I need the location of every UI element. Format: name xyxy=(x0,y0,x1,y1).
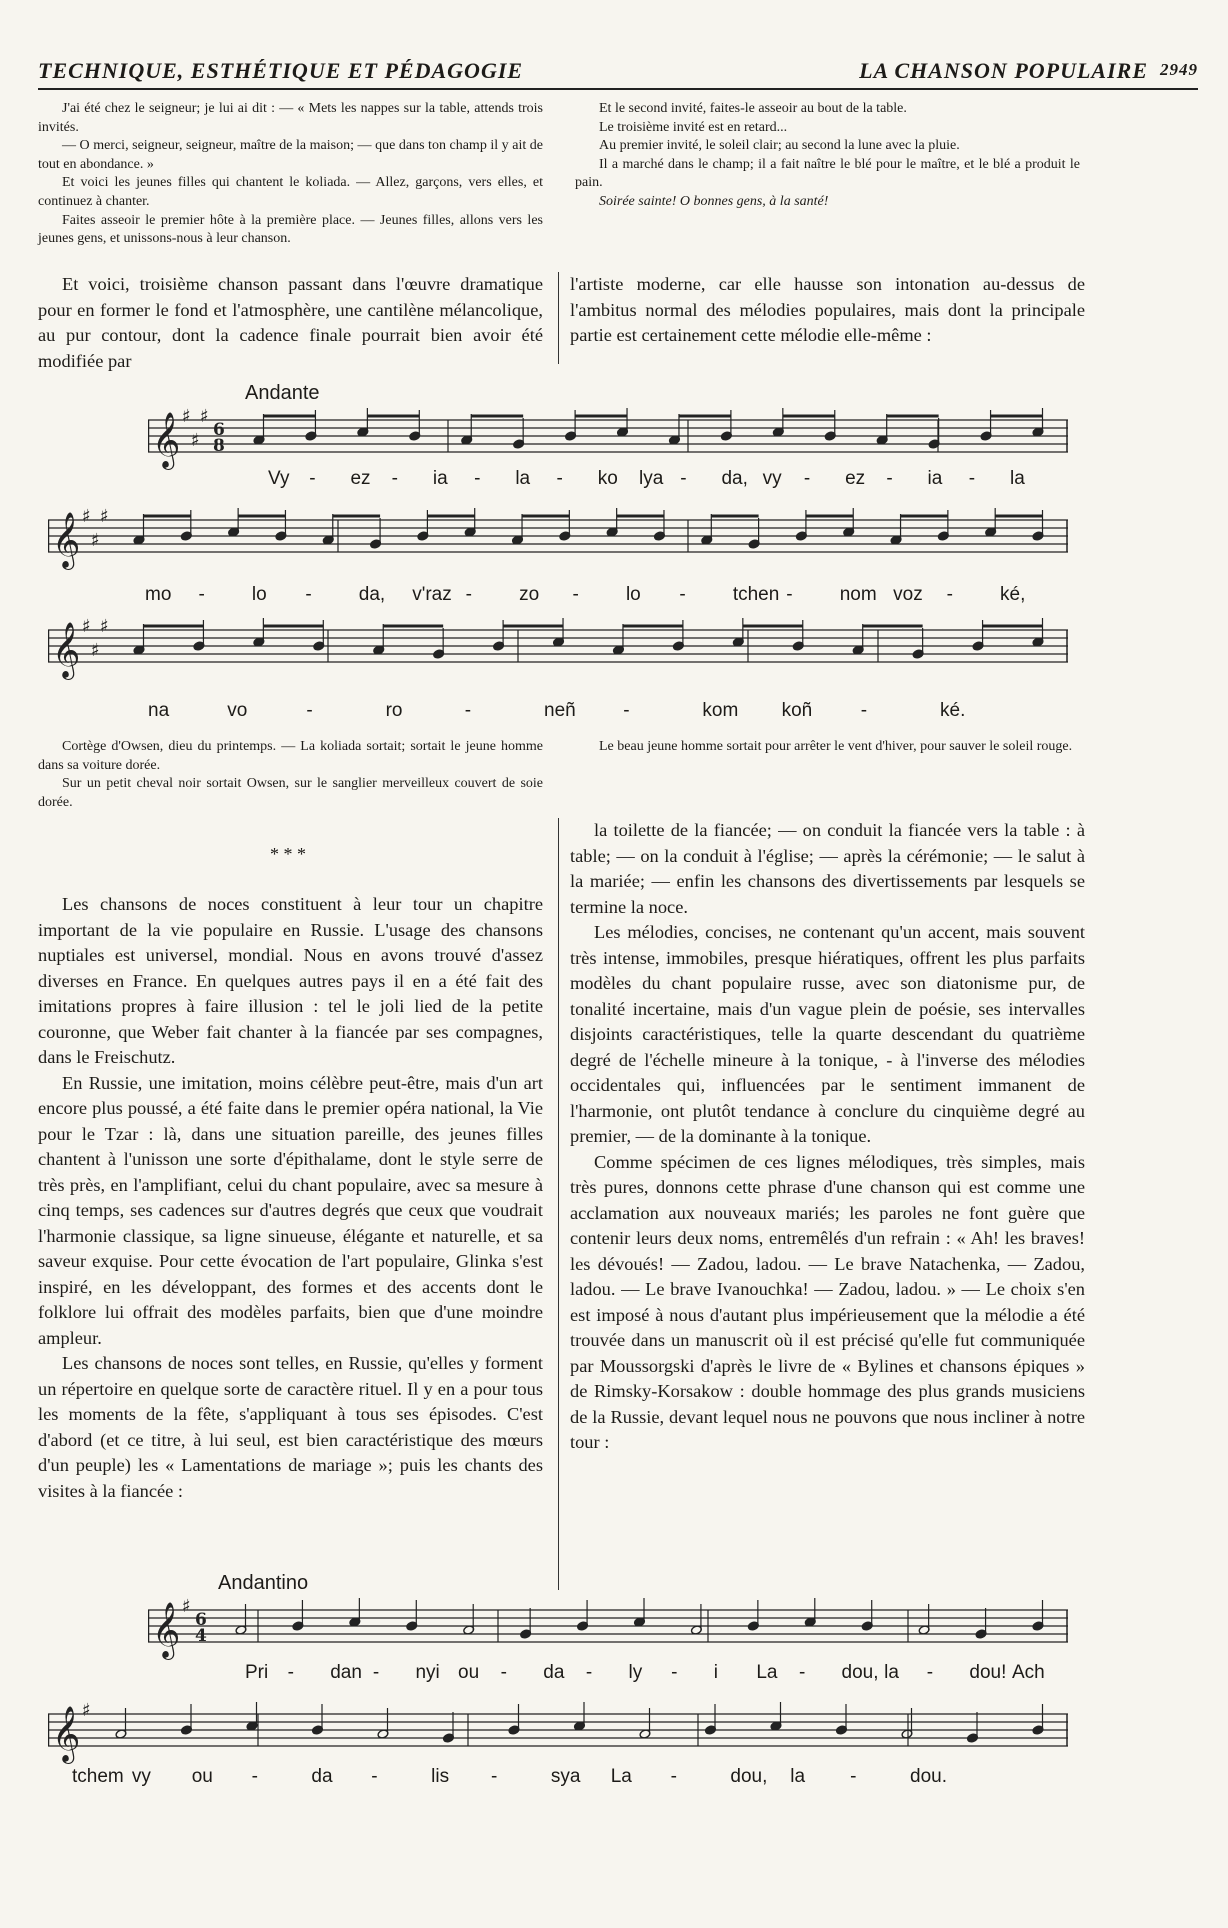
svg-text:𝄞: 𝄞 xyxy=(152,412,181,468)
lyric-syllable: nyi xyxy=(415,1662,440,1683)
lyric-syllable: - xyxy=(572,584,579,605)
lyric-syllable: na xyxy=(148,700,170,721)
body-left-paragraph-3: Les chansons de noces sont telles, en Russie, qu'elles y forment un répertoire en quelque sorte de caractère rituel. Il y en a pour tous les moments de la fête, s'appliquant à tous ses épisodes. C'est d'abord (et ce titre, à lui seul, est bien caractéristique des mœurs d'un peuple) les « Lamentations de mariage »; puis les chants des visites à la fiancée : xyxy=(38,1353,543,1501)
lyric-syllable: - xyxy=(946,584,953,605)
lyric-syllable: ou xyxy=(191,1766,213,1787)
lyric-syllable: - xyxy=(371,1766,378,1787)
lyric-syllable: koñ xyxy=(781,700,813,721)
body-column-divider xyxy=(558,818,559,1590)
lyric-syllable: - xyxy=(500,1662,507,1683)
lyric-syllable: - xyxy=(860,700,868,721)
lyric-syllable: - xyxy=(372,1662,380,1683)
svg-text:♯: ♯ xyxy=(82,508,91,527)
poem-left xyxy=(38,100,543,249)
music-staff-2b xyxy=(48,1702,1068,1772)
lyric-syllable: lis xyxy=(431,1766,450,1787)
svg-text:♯: ♯ xyxy=(100,618,109,637)
lyric-syllable: - xyxy=(786,584,793,605)
lyric-syllable: ez xyxy=(845,468,866,489)
lyric-syllable: sya xyxy=(550,1766,581,1787)
lyric-syllable: - xyxy=(464,700,472,721)
lyric-syllable: ia xyxy=(432,468,448,489)
poem-right xyxy=(575,100,1080,212)
lyric-syllable: - xyxy=(491,1766,498,1787)
svg-text:4: 4 xyxy=(195,1626,207,1646)
lyric-syllable: - xyxy=(198,584,205,605)
svg-text:♯: ♯ xyxy=(91,530,100,551)
lyric-syllable: tchem xyxy=(72,1766,124,1787)
poem-right-verse-1: Et le second invité, faites-le asseoir au bout de la table. xyxy=(599,101,907,116)
lyric-syllable: zo xyxy=(519,584,540,605)
music-staff-2a xyxy=(148,1598,1068,1668)
lyric-syllable: dou, xyxy=(841,1662,879,1683)
lyric-syllable: ro xyxy=(385,700,403,721)
lyric-syllable: i xyxy=(713,1662,718,1683)
svg-text:♯: ♯ xyxy=(182,408,191,427)
intro-left-text: Et voici, troisième chanson passant dans l'œuvre dramatique pour en former le fond et l'atmosphère, une cantilène mélancolique, au pur contour, dont la cadence finale pourrait bien avoir été modifiée par xyxy=(38,274,543,371)
lyric-syllable: vy xyxy=(762,468,782,489)
lyric-syllable: vy xyxy=(131,1766,151,1787)
tempo-marking-1: Andante xyxy=(245,382,320,404)
body-right-paragraph-1: la toilette de la fiancée; — on conduit la fiancée vers la table : à table; — on la conduit à l'église; — après la cérémonie; — le salut à la mariée; — enfin les chansons des divertissements par lesquels se termine la noce. xyxy=(570,820,1085,917)
svg-text:6: 6 xyxy=(213,420,225,440)
svg-text:𝄞: 𝄞 xyxy=(52,1706,81,1762)
lyric-syllable: - xyxy=(465,584,472,605)
lyric-syllable: lo xyxy=(251,584,267,605)
column-divider xyxy=(558,272,559,364)
music-staff-1b xyxy=(48,508,1068,578)
poem-left-verse-4: Faites asseoir le premier hôte à la première place. — Jeunes filles, allons vers les jeunes gens, et unissons-nous à leur chanson. xyxy=(38,212,543,247)
poem-right-verse-5: Soirée sainte! O bonnes gens, à la santé! xyxy=(599,193,829,209)
body-left-paragraph-1: Les chansons de noces constituent à leur tour un chapitre important de la vie populaire en Russie. L'usage des chansons nuptiales est universel, mondial. Nous en avons trouvé d'assez diverses en France. En quelques autres pays il en a été fait des imitations propres à faire illusion : tel le joli lied de la petite couronne, que Weber fait chanter à la fiancée par ses compagnes, dans le Freischutz. xyxy=(38,894,543,1067)
lyric-syllable: tchen xyxy=(732,584,780,605)
caption-left-line1: Cortège d'Owsen, dieu du printemps. — La koliada sortait; sortait le jeune homme dans sa voiture dorée. xyxy=(38,739,543,773)
tempo-marking-2: Andantino xyxy=(218,1572,309,1594)
lyric-syllable: La xyxy=(610,1766,632,1787)
body-right-paragraph-3: Comme spécimen de ces lignes mélodiques, très simples, mais très pures, donnons cette phrase d'une chanson qui est comme une acclamation aux nouveaux mariés; les paroles ne font guère que contenir leurs deux noms, entremêlés d'un refrain : « Ah! les braves! les dévoués! — Zadou, ladou. — Le brave Natachenka, — Zadou, ladou. — Le brave Ivanouchka! — Zadou, ladou. » — Le choix s'en est imposé à nous d'autant plus impérieusement que la mélodie a été trouvée dans un manuscrit où il est précisé qu'elle fut communiquée par Moussorgski d'après le livre de « Bylines et chansons épiques » de Rimsky-Korsakow : double hommage des plus grands musiciens de la Russie, devant lequel nous ne pouvons que nous incliner à notre tour : xyxy=(570,1151,1085,1452)
svg-text:♯: ♯ xyxy=(191,430,200,451)
lyric-syllable: - xyxy=(251,1766,258,1787)
svg-text:♯: ♯ xyxy=(100,508,109,527)
section-stars: * * * xyxy=(270,844,306,864)
intro-right xyxy=(570,272,1085,349)
lyric-syllable: da xyxy=(311,1766,333,1787)
lyric-syllable: la xyxy=(884,1662,899,1683)
lyric-syllable: vo xyxy=(227,700,248,721)
lyric-syllable: dan xyxy=(330,1662,362,1683)
lyric-syllable: la xyxy=(1010,468,1025,489)
lyric-syllable: - xyxy=(850,1766,857,1787)
svg-text:𝄞: 𝄞 xyxy=(52,512,81,568)
lyric-syllable: dou. xyxy=(910,1766,947,1787)
lyric-syllable: da, xyxy=(721,468,748,489)
svg-text:♯: ♯ xyxy=(182,1598,191,1617)
poem-right-verse-2: Le troisième invité est en retard... xyxy=(599,119,788,135)
poem-right-verse-4: Il a marché dans le champ; il a fait naître le blé pour le maître, et le blé a produit le pain. xyxy=(575,156,1080,191)
lyric-syllable: - xyxy=(556,468,563,489)
lyric-syllable: - xyxy=(671,1662,678,1683)
svg-text:♯: ♯ xyxy=(82,618,91,637)
svg-text:𝄞: 𝄞 xyxy=(152,1602,181,1658)
lyric-syllable: mo xyxy=(145,584,172,605)
lyric-syllable: nom xyxy=(839,584,877,605)
lyric-syllable: - xyxy=(926,1662,934,1683)
lyric-syllable: - xyxy=(585,1662,593,1683)
svg-text:6: 6 xyxy=(195,1610,207,1630)
poem-left-verse-3: Et voici les jeunes filles qui chantent le koliada. — Allez, garçons, vers elles, et continuez à chanter. xyxy=(38,175,543,209)
caption-right xyxy=(575,738,1080,757)
poem-right-verse-3: Au premier invité, le soleil clair; au second la lune avec la pluie. xyxy=(599,138,960,154)
caption-left xyxy=(38,738,543,812)
lyric-syllable: ké. xyxy=(940,700,966,721)
lyric-syllable: - xyxy=(968,468,976,489)
lyric-syllable: - xyxy=(886,468,893,489)
lyric-syllable: - xyxy=(679,584,686,605)
page-number: 2949 xyxy=(1160,60,1198,79)
lyric-syllable: ia xyxy=(927,468,943,489)
lyric-syllable: - xyxy=(306,700,313,721)
caption-right-text: Le beau jeune homme sortait pour arrêter le vent d'hiver, pour sauver le soleil rouge. xyxy=(599,739,1073,754)
header-left-title: TECHNIQUE, ESTHÉTIQUE ET PÉDAGOGIE xyxy=(38,58,524,83)
lyric-syllable: neñ xyxy=(544,700,576,721)
lyric-syllable: - xyxy=(803,468,811,489)
body-right-column xyxy=(570,818,1085,1456)
body-left-paragraph-2: En Russie, une imitation, moins célèbre peut-être, mais d'un art encore plus poussé, a été faite dans le premier opéra national, la Vie pour le Tzar : là, dans une situation pareille, des jeunes filles chantent à l'unisson une sorte d'épithalame, dont le style serre de très près, en l'amplifiant, celui du chant populaire, avec sa mesure à cinq temps, ses cadences sur d'autres degrés que ceux que voudrait l'harmonie classique, sa ligne sinueuse, élégante et naturelle, et sa saveur exquise. Pour cette évocation de l'art populaire, Glinka s'est inspiré, en les développant, des formes et des accents dont le folklore lui offrait des modèles parfaits, bien que d'une moindre ampleur. xyxy=(38,1072,543,1348)
lyric-syllable: ez xyxy=(350,468,371,489)
lyric-syllable: - xyxy=(474,468,481,489)
poem-left-verse-2: — O merci, seigneur, seigneur, maître de la maison; — que dans ton champ il y ait de tout en abondance. » xyxy=(38,138,543,172)
lyric-syllable: da, xyxy=(358,584,386,605)
lyric-syllable: Pri xyxy=(245,1662,269,1683)
lyric-syllable: Vy xyxy=(268,468,290,489)
lyric-syllable: - xyxy=(680,468,687,489)
lyric-syllable: - xyxy=(309,468,316,489)
running-header xyxy=(38,56,1198,90)
svg-text:♯: ♯ xyxy=(82,1702,91,1721)
lyric-syllable: ko xyxy=(597,468,618,489)
lyric-syllable: - xyxy=(798,1662,806,1683)
svg-text:♯: ♯ xyxy=(200,408,209,427)
body-left-column xyxy=(38,892,543,1504)
lyric-syllable: - xyxy=(670,1766,677,1787)
svg-text:𝄞: 𝄞 xyxy=(52,622,81,678)
lyric-syllable: la xyxy=(515,468,531,489)
lyric-syllable: ké, xyxy=(1000,584,1026,605)
lyric-syllable: kom xyxy=(702,700,739,721)
lyric-syllable: da xyxy=(543,1662,565,1683)
lyric-syllable: dou! xyxy=(969,1662,1007,1683)
poem-left-verse-1: J'ai été chez le seigneur; je lui ai dit : — « Mets les nappes sur la table, attends trois invités. xyxy=(38,101,543,135)
lyric-syllable: Ach xyxy=(1012,1662,1045,1683)
lyric-syllable: - xyxy=(391,468,398,489)
lyric-syllable: la xyxy=(790,1766,806,1787)
music-staff-1c xyxy=(48,618,1068,688)
header-right-title: LA CHANSON POPULAIRE xyxy=(859,58,1148,83)
lyric-syllable: lo xyxy=(625,584,641,605)
lyric-syllable: - xyxy=(305,584,312,605)
intro-right-text: l'artiste moderne, car elle hausse son intonation au-dessus de l'ambitus normal des mélodies populaires, mais dont la principale partie est certainement cette mélodie elle-même : xyxy=(570,274,1085,345)
lyric-syllable: - xyxy=(623,700,630,721)
caption-left-line2: Sur un petit cheval noir sortait Owsen, sur le sanglier merveilleux couvert de soie dorée. xyxy=(38,776,543,810)
lyric-syllable: La xyxy=(756,1662,778,1683)
lyric-syllable: ly xyxy=(628,1662,643,1683)
lyric-syllable: voz xyxy=(893,584,923,605)
lyric-syllable: - xyxy=(287,1662,294,1683)
lyric-syllable: dou, xyxy=(730,1766,768,1787)
body-right-paragraph-2: Les mélodies, concises, ne contenant qu'un accent, mais souvent très intense, immobiles, presque hiératiques, offrent les plus parfaits modèles du chant populaire russe, avec son diatonisme pur, de tonalité incertaine, mais d'un vague plein de poésie, ses intervalles disjoints caractéristiques, telle la quarte descendant du quatrième degré de l'échelle mineure à la tonique, - à l'inverse des mélodies occidentales qui, influencées par le sentiment immanent de l'harmonie, ont plutôt tendance à conclure du cinquième degré au premier, — de la dominante à la tonique. xyxy=(570,922,1085,1146)
svg-text:8: 8 xyxy=(213,436,225,456)
svg-text:♯: ♯ xyxy=(91,640,100,661)
lyric-syllable: lya xyxy=(639,468,664,489)
lyric-syllable: v'raz xyxy=(412,584,452,605)
lyric-syllable: ou xyxy=(458,1662,480,1683)
intro-left xyxy=(38,272,543,374)
